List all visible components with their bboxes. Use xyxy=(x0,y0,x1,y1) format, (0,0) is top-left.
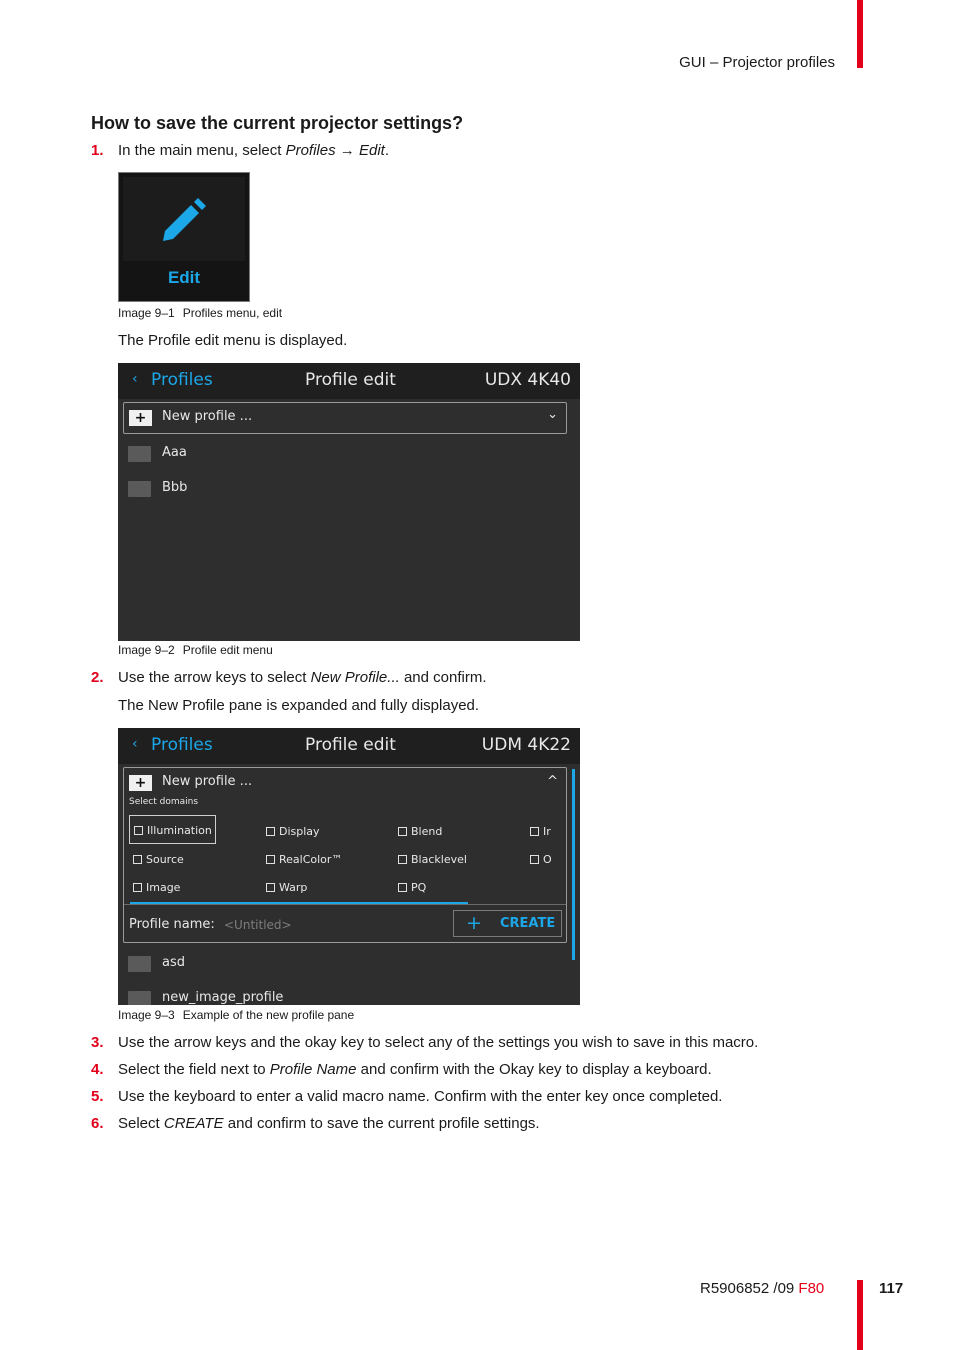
profile-name-field[interactable]: <Untitled> xyxy=(224,918,292,932)
projector-model: UDX 4K40 xyxy=(484,370,571,390)
step-3: 3. Use the arrow keys and the okay key to select any of the settings you wish to save in this macro. xyxy=(91,1034,759,1051)
step-2: 2. Use the arrow keys to select New Profile... and confirm. xyxy=(91,669,487,686)
domain-image[interactable]: Image xyxy=(133,881,180,894)
domain-illumination[interactable]: Illumination xyxy=(129,815,216,844)
document-number: R5906852 /09 F80 xyxy=(700,1280,825,1297)
checkbox[interactable] xyxy=(398,883,407,892)
checkbox[interactable] xyxy=(133,855,142,864)
step-number: 3. xyxy=(91,1034,104,1051)
domain-blend[interactable]: Blend xyxy=(398,825,442,838)
domain-ir[interactable]: Ir xyxy=(530,825,551,838)
checkbox[interactable] xyxy=(266,827,275,836)
section-title: How to save the current projector settings? xyxy=(91,113,464,133)
gui-title: Profile edit xyxy=(305,735,396,755)
step-number: 4. xyxy=(91,1061,104,1078)
checkbox[interactable] xyxy=(266,855,275,864)
image-caption: Image 9–2 Profile edit menu xyxy=(118,643,273,657)
new-profile-dropdown[interactable] xyxy=(123,402,567,434)
checkbox[interactable] xyxy=(266,883,275,892)
step-number: 6. xyxy=(91,1115,104,1132)
image-caption: Image 9–3 Example of the new profile pane xyxy=(118,1008,355,1022)
step-4: 4. Select the field next to Profile Name and confirm with the Okay key to display a keyboard. xyxy=(91,1061,712,1078)
vertical-scrollbar[interactable] xyxy=(572,769,575,960)
create-label: CREATE xyxy=(500,916,556,931)
back-chevron-icon[interactable]: ‹ xyxy=(132,736,138,752)
paragraph: The Profile edit menu is displayed. xyxy=(118,332,348,349)
page-number: 117 xyxy=(879,1280,904,1297)
back-chevron-icon[interactable]: ‹ xyxy=(132,371,138,387)
checkbox[interactable] xyxy=(530,827,539,836)
edit-label: Edit xyxy=(167,268,201,287)
step-5: 5. Use the keyboard to enter a valid macro name. Confirm with the enter key once completed. xyxy=(91,1088,723,1105)
create-button[interactable] xyxy=(453,910,562,937)
checkbox[interactable] xyxy=(530,855,539,864)
checkbox[interactable] xyxy=(128,956,151,972)
plus-icon: + xyxy=(129,775,152,791)
step-number: 5. xyxy=(91,1088,104,1105)
domain-o[interactable]: O xyxy=(530,853,552,866)
gui-header xyxy=(118,728,580,764)
checkbox[interactable] xyxy=(133,883,142,892)
checkbox[interactable] xyxy=(128,991,151,1005)
bottom-red-bar xyxy=(857,1280,863,1350)
divider xyxy=(124,904,566,905)
running-header: GUI – Projector profiles xyxy=(679,54,835,71)
domain-realcolor[interactable]: RealColor™ xyxy=(266,853,342,866)
profile-name-label: Profile name: xyxy=(129,917,215,932)
domain-source[interactable]: Source xyxy=(133,853,184,866)
step-number: 1. xyxy=(91,142,104,159)
pencil-icon xyxy=(159,195,209,245)
profile-edit-screenshot: ‹ Profiles Profile edit UDX 4K40 + New profile ... ⌄ Aaa Bbb xyxy=(118,363,580,641)
gui-header xyxy=(118,363,580,399)
chevron-down-icon: ⌄ xyxy=(547,407,558,422)
new-profile-label: New profile ... xyxy=(162,409,253,424)
domain-display[interactable]: Display xyxy=(266,825,320,838)
chevron-up-icon[interactable]: ^ xyxy=(547,774,558,789)
domain-warp[interactable]: Warp xyxy=(266,881,307,894)
projector-model: UDM 4K22 xyxy=(481,735,571,755)
new-profile-label[interactable]: New profile ... xyxy=(162,774,253,789)
profiles-nav-link[interactable]: Profiles xyxy=(151,370,213,390)
edit-tile xyxy=(118,172,250,302)
profiles-nav-link[interactable]: Profiles xyxy=(151,735,213,755)
new-profile-pane xyxy=(123,767,567,943)
image-caption: Image 9–1 Profiles menu, edit xyxy=(118,306,283,320)
checkbox[interactable] xyxy=(398,855,407,864)
product-name: F80 xyxy=(798,1280,825,1297)
top-red-bar xyxy=(857,0,863,68)
checkbox[interactable] xyxy=(128,446,151,462)
select-domains-label: Select domains xyxy=(129,797,199,807)
step-6: 6. Select CREATE and confirm to save the current profile settings. xyxy=(91,1115,540,1132)
step-number: 2. xyxy=(91,669,104,686)
gui-title: Profile edit xyxy=(305,370,396,390)
step-1: 1. In the main menu, select Profiles → Edit. xyxy=(91,142,389,159)
checkbox[interactable] xyxy=(398,827,407,836)
paragraph: The New Profile pane is expanded and fully displayed. xyxy=(118,697,480,714)
domain-blacklevel[interactable]: Blacklevel xyxy=(398,853,467,866)
new-profile-pane-screenshot: ‹ Profiles Profile edit UDM 4K22 + New profile ... ^ Select domains Illumination Display Blend Ir Source RealColor™ Blacklevel O Image Warp PQ Profile name: <Untitled> + CREATE asd new_image_profile xyxy=(118,728,580,1005)
checkbox[interactable] xyxy=(128,481,151,497)
domain-pq[interactable]: PQ xyxy=(398,881,426,894)
plus-icon: + xyxy=(129,410,152,426)
plus-icon: + xyxy=(466,912,482,934)
checkbox[interactable] xyxy=(134,826,143,835)
